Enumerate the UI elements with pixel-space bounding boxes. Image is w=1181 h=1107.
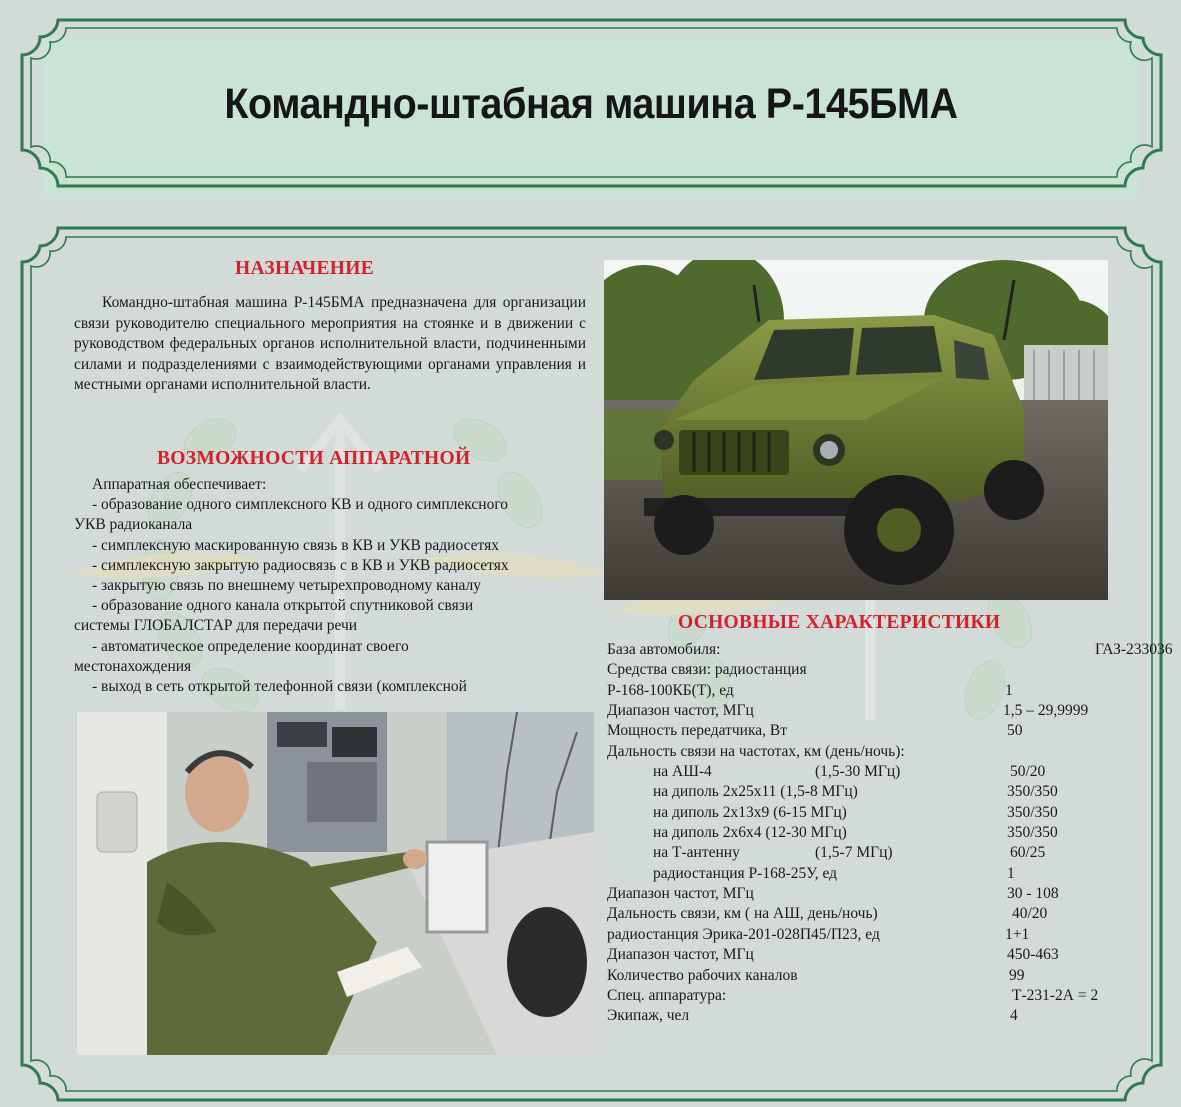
spec-row xyxy=(607,864,1147,884)
spec-row xyxy=(607,966,1147,986)
spec-range: (1,5-30 МГц) xyxy=(815,763,901,781)
spec-row xyxy=(607,925,1147,945)
purpose-text: Командно-штабная машина Р-145БМА предназначена для организации связи руководителю специального мероприятия на стоянке и в движении с руководством федеральных органов исполнительной власти, подчиненными силами и подразделениями с взаимодействующими органами управления и местными органами исполнительной власти. xyxy=(74,294,586,393)
capabilities-heading: ВОЗМОЖНОСТИ АППАРАТНОЙ xyxy=(157,448,471,469)
spec-row xyxy=(607,884,1147,904)
spec-row xyxy=(607,782,1147,802)
spec-row xyxy=(607,701,1147,721)
spec-value: 99 xyxy=(1009,966,1025,984)
spec-row xyxy=(607,640,1173,660)
capability-line: - автоматическое определение координат своего xyxy=(92,637,409,655)
spec-label: База автомобиля: xyxy=(607,641,721,658)
spec-label: Мощность передатчика, Вт xyxy=(607,722,787,740)
specs-table xyxy=(607,640,1173,1027)
spec-label: Спец. аппаратура: xyxy=(607,986,727,1004)
capability-line: Аппаратная обеспечивает: xyxy=(92,476,267,493)
spec-label: радиостанция Эрика-201-028П45/П23, ед xyxy=(607,925,880,943)
spec-value: 50 xyxy=(1007,722,1023,740)
spec-value: 350/350 xyxy=(1007,783,1058,801)
vehicle-photo xyxy=(604,260,1108,600)
capability-line: системы ГЛОБАЛСТАР для передачи речи xyxy=(74,617,358,635)
spec-value: 350/350 xyxy=(1007,803,1058,821)
spec-row xyxy=(607,660,1147,680)
spec-label: на диполь 2х6х4 (12-30 МГц) xyxy=(653,824,847,842)
spec-value: 4 xyxy=(1010,1007,1018,1025)
spec-value: 1 xyxy=(1007,864,1015,882)
capability-line: местонахождения xyxy=(74,657,192,675)
spec-label: радиостанция Р-168-25У, ед xyxy=(653,864,838,882)
spec-label: Средства связи: радиостанция xyxy=(607,661,807,679)
spec-value: Т-231-2А = 2 xyxy=(1012,986,1099,1004)
capability-line: - симплексную маскированную связь в КВ и УКВ радиосетях xyxy=(92,536,500,554)
spec-value: ГАЗ-233036 xyxy=(1095,641,1173,658)
spec-label: на диполь 2х25х11 (1,5-8 МГц) xyxy=(653,783,858,801)
spec-row xyxy=(607,843,1147,863)
spec-row xyxy=(607,681,1147,701)
spec-row xyxy=(607,945,1147,965)
spec-label: Количество рабочих каналов xyxy=(607,966,798,984)
spec-label: Дальность связи, км ( на АШ, день/ночь) xyxy=(607,905,878,923)
spec-label: на диполь 2х13х9 (6-15 МГц) xyxy=(653,803,847,821)
capability-line: - закрытую связь по внешнему четырехпроводному каналу xyxy=(92,577,482,595)
purpose-heading: НАЗНАЧЕНИЕ xyxy=(235,258,375,279)
capability-line: - симплексную закрытую радиосвязь с в КВ и УКВ радиосетях xyxy=(92,556,509,574)
spec-label: Диапазон частот, МГц xyxy=(607,946,754,964)
spec-row xyxy=(607,762,1147,782)
spec-row xyxy=(607,823,1147,843)
spec-value: 60/25 xyxy=(1010,844,1046,862)
capabilities-list xyxy=(74,475,594,697)
spec-row xyxy=(607,803,1147,823)
spec-label: Дальность связи на частотах, км (день/ночь): xyxy=(607,742,905,760)
operator-photo xyxy=(77,712,594,1055)
spec-range: (1,5-7 МГц) xyxy=(815,844,893,862)
spec-label: Диапазон частот, МГц xyxy=(607,885,754,903)
capability-line: УКВ радиоканала xyxy=(74,516,193,534)
spec-row xyxy=(607,742,1147,762)
spec-label: Экипаж, чел xyxy=(607,1007,690,1025)
spec-value: 40/20 xyxy=(1012,905,1048,923)
spec-label: Р-168-100КБ(Т), ед xyxy=(607,681,734,699)
capability-line: - выход в сеть открытой телефонной связи (комплексной xyxy=(92,678,467,696)
spec-row xyxy=(607,904,1147,924)
spec-label: Диапазон частот, МГц xyxy=(607,702,754,720)
spec-row xyxy=(607,986,1147,1006)
capability-line: - образование одного канала открытой спутниковой связи xyxy=(92,597,474,615)
page-title: Командно-штабная машина Р-145БМА xyxy=(224,80,958,128)
spec-value: 50/20 xyxy=(1010,763,1046,781)
capability-line: - образование одного симплексного КВ и одного симплексного xyxy=(92,496,509,514)
spec-value: 1+1 xyxy=(1005,925,1030,943)
spec-value: 1,5 – 29,9999 xyxy=(1003,702,1089,720)
specs-heading: ОСНОВНЫЕ ХАРАКТЕРИСТИКИ xyxy=(678,612,1001,633)
spec-value: 350/350 xyxy=(1007,824,1058,842)
spec-value: 30 - 108 xyxy=(1007,885,1059,903)
spec-row xyxy=(607,721,1147,741)
spec-value: 450-463 xyxy=(1007,946,1059,964)
spec-label: на АШ-4 xyxy=(653,763,712,781)
spec-label: на Т-антенну xyxy=(653,844,740,862)
spec-value: 1 xyxy=(1005,681,1013,699)
spec-row xyxy=(607,1006,1147,1026)
